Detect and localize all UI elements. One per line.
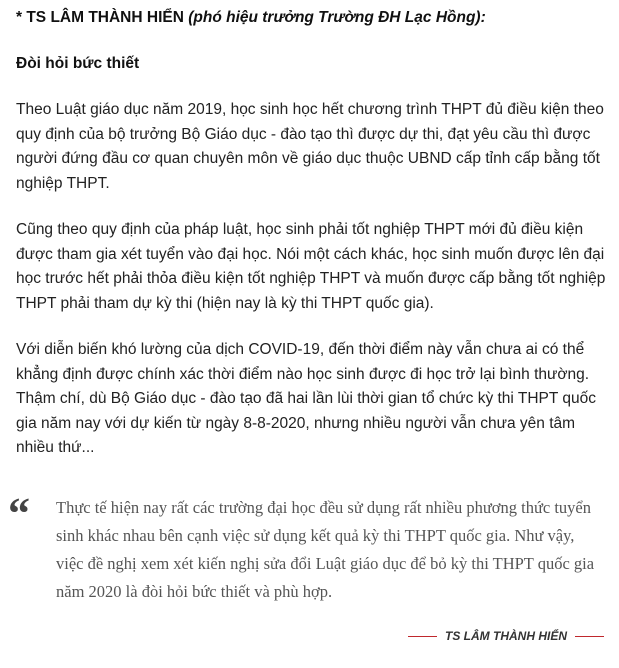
speaker-role: (phó hiệu trưởng Trường ĐH Lạc Hồng): — [188, 9, 486, 26]
speaker-name: * TS LÂM THÀNH HIỂN — [16, 9, 184, 26]
attribution-name: TS LÂM THÀNH HIỂN — [445, 629, 567, 643]
speaker-line — [16, 6, 606, 30]
quote-attribution — [408, 626, 604, 646]
paragraph-3: Với diễn biến khó lường của dịch COVID-19, đến thời điểm này vẫn chưa ai có thể khẳng định được chính xác thời điểm nào học sinh được đi học trở lại bình thường. Thậm chí, dù Bộ Giáo dục - đào tạo đã hai lần lùi thời gian tổ chức kỳ thi THPT quốc gia năm nay với dự kiến từ ngày 8-8-2020, nhưng nhiều người vẫn chưa yên tâm nhiều thứ... — [16, 341, 597, 456]
paragraph-1: Theo Luật giáo dục năm 2019, học sinh học hết chương trình THPT đủ điều kiện theo quy định của bộ trưởng Bộ Giáo dục - đào tạo thì được dự thi, đạt yêu cầu thì được người đứng đầu cơ quan chuyên môn về giáo dục thuộc UBND cấp tỉnh cấp bằng tốt nghiệp THPT. — [16, 101, 604, 192]
quote-text: Thực tế hiện nay rất các trường đại học đều sử dụng rất nhiều phương thức tuyển sinh khác nhau bên cạnh việc sử dụng kết quả kỳ thi THPT quốc gia. Như vậy, việc đề nghị xem xét kiến nghị sửa đổi Luật giáo dục để bỏ kỳ thi THPT quốc gia năm 2020 là đòi hỏi bức thiết và phù hợp. — [56, 498, 595, 601]
section-heading: Đòi hỏi bức thiết — [16, 55, 140, 72]
attribution-left-rule — [408, 636, 437, 637]
paragraph-2: Cũng theo quy định của pháp luật, học sinh phải tốt nghiệp THPT mới đủ điều kiện được tham gia xét tuyển vào đại học. Nói một cách khác, học sinh muốn được lên đại học trước hết phải thỏa điều kiện tốt nghiệp THPT và muốn được cấp bằng tốt nghiệp THPT phải tham dự kỳ thi (hiện nay là kỳ thi THPT quốc gia). — [16, 221, 606, 312]
pull-quote — [8, 489, 600, 606]
attribution-right-rule — [575, 636, 604, 637]
quote-mark-icon: “ — [8, 489, 30, 538]
article-body — [16, 0, 606, 461]
